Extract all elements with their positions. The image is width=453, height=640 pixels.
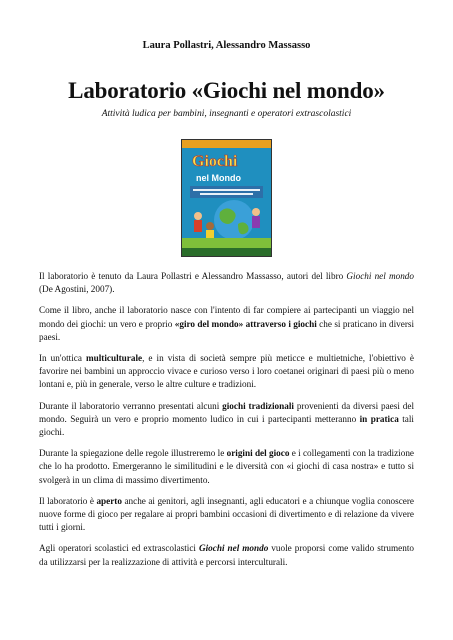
cover-child [194,212,202,220]
cover-child [252,216,260,228]
paragraph-open-to: Il laboratorio è aperto anche ai genitori, agli insegnanti, agli educatori e a chiunque voglia conoscere nuove forme di gioco per regalare ai propri bambini occasioni di divertimento e di relazione da vivere tutti i giorni. [39,495,414,533]
cover-title-line1: Giochi [192,153,238,170]
cover-child [206,222,214,230]
cover-subtitle-line [193,189,260,191]
cover-child [252,208,260,216]
document-title: Laboratorio «Giochi nel mondo» [68,78,385,103]
document-subtitle: Attività ludica per bambini, insegnanti e operatori extrascolastici [101,109,352,119]
paragraph-traditional-games: Durante il laboratorio verranno presentati alcuni giochi tradizionali provenienti da diversi paesi del mondo. Seguirà un vero e proprio momento ludico in cui i partecipanti metteranno in pratica tali giochi. [39,400,414,438]
paragraph-multicultural: In un'ottica multiculturale, e in vista di società sempre più meticce e multietniche, l'obiettivo è favorire nei bambini un approccio vivace e curioso verso i loro coetanei originari di paesi più o meno lontani e, più in generale, verso le altre culture e tradizioni. [39,353,414,390]
cover-child [194,220,202,232]
book-title-italic: Giochi nel mondo [346,271,414,281]
cover-subtitle-strip [190,186,263,198]
cover-ground [182,238,271,248]
book-cover-image [181,139,272,257]
cover-title-line2: nel Mondo [196,173,241,183]
body-text [39,270,414,577]
authors-line: Laura Pollastri, Alessandro Massasso [142,40,311,51]
cover-subtitle-line [200,193,253,195]
paragraph-rules-origins: Durante la spiegazione delle regole illustreremo le origini del gioco e i collegamenti con la tradizione che lo ha prodotto. Emergeranno le similitudini e le diversità con «i giochi di casa nostra» e tutto si svolgerà in un clima di massimo divertimento. [39,448,414,485]
cover-top-band [182,140,271,148]
paragraph-journey: Come il libro, anche il laboratorio nasce con l'intento di far compiere ai partecipanti un viaggio nel mondo dei giochi: un vero e proprio «giro del mondo» attraverso i giochi che si praticano in diversi paesi. [39,305,415,342]
paragraph-authors-book: Il laboratorio è tenuto da Laura Pollastri e Alessandro Massasso, autori del libro Giochi nel mondo (De Agostini, 2007). [39,271,414,295]
paragraph-operators: Agli operatori scolastici ed extrascolastici Giochi nel mondo vuole proporsi come valido strumento da utilizzarsi per la realizzazione di attività e percorsi interculturali. [39,543,414,567]
cover-bottom-band [182,248,271,256]
book-cover-illustration [182,140,271,256]
